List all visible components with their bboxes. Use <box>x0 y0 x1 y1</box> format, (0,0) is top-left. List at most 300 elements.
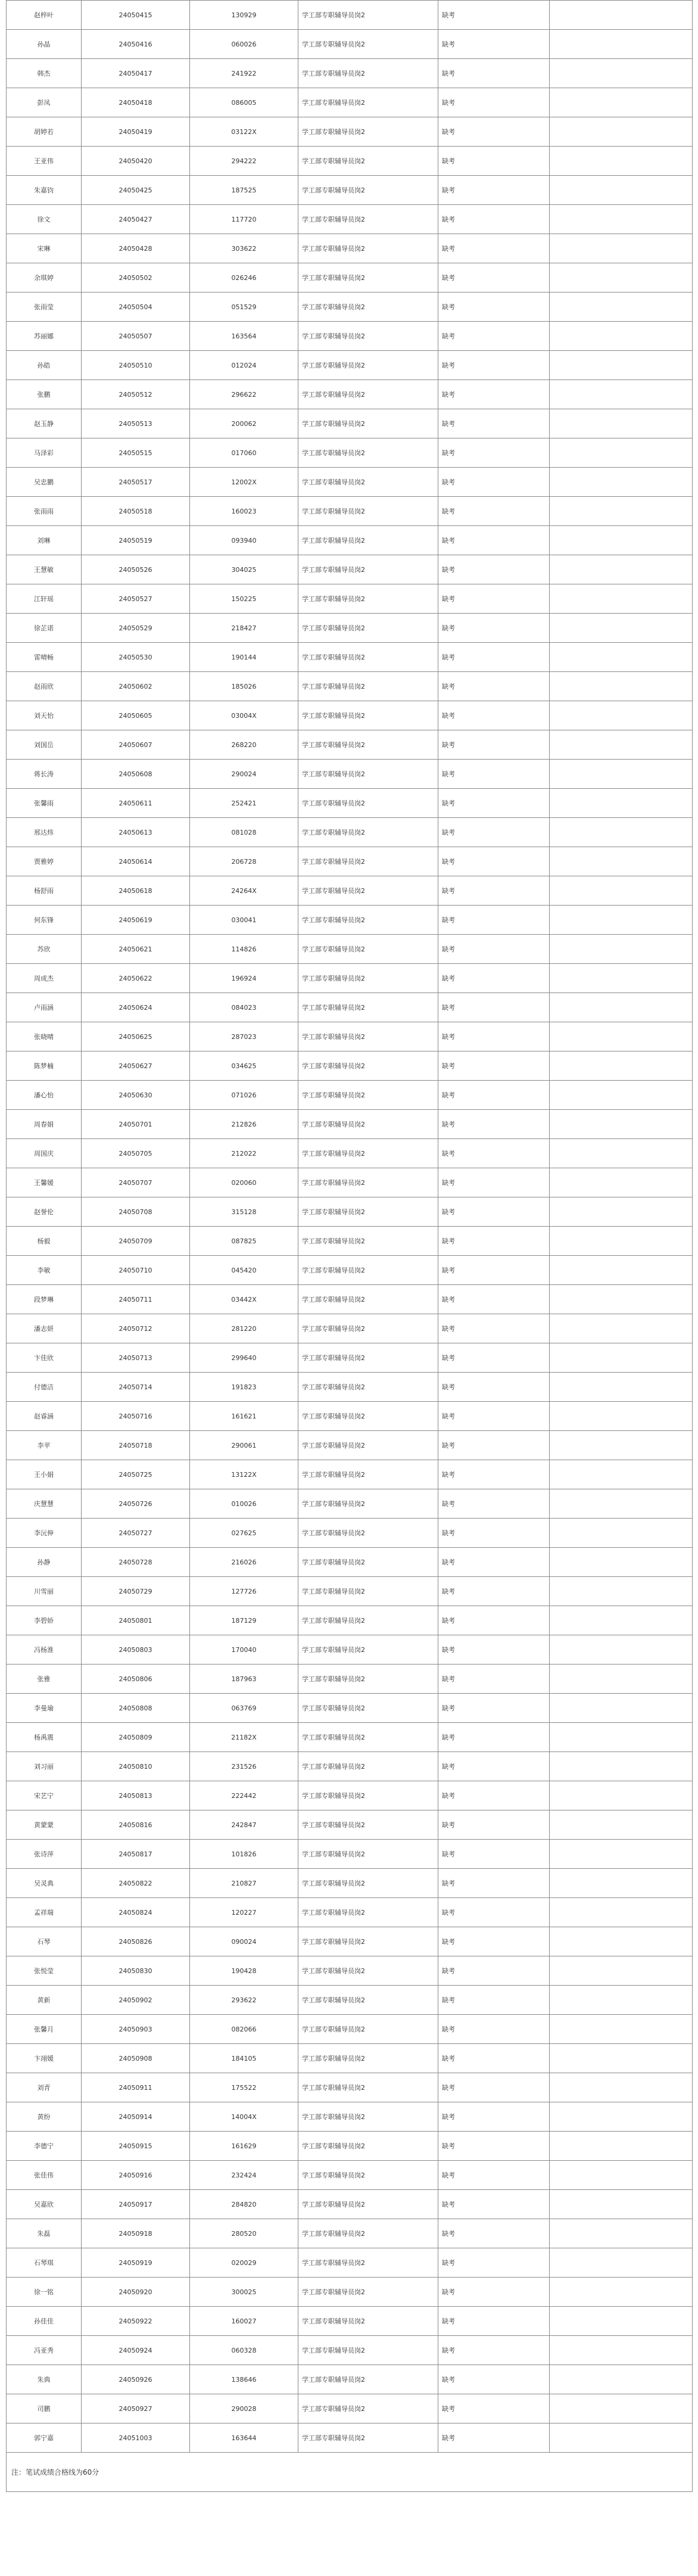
table-row <box>7 351 693 380</box>
exam-status: 缺考 <box>438 1051 550 1081</box>
candidate-name: 卞翊媛 <box>7 2044 82 2073</box>
exam-ticket-number: 24050810 <box>82 1752 190 1781</box>
table-body <box>7 1 693 2453</box>
table-row <box>7 1110 693 1139</box>
table-row <box>7 263 693 293</box>
id-suffix: 212826 <box>190 1110 298 1139</box>
exam-status: 缺考 <box>438 1431 550 1460</box>
candidate-name: 王小娟 <box>7 1460 82 1489</box>
exam-ticket-number: 24050716 <box>82 1402 190 1431</box>
candidate-name: 赵雨欣 <box>7 672 82 701</box>
remarks-cell <box>550 2307 693 2336</box>
remarks-cell <box>550 380 693 409</box>
candidate-name: 司鹏 <box>7 2394 82 2423</box>
applied-position: 学工部专职辅导员岗2 <box>298 1373 438 1402</box>
id-suffix: 020029 <box>190 2248 298 2278</box>
exam-status: 缺考 <box>438 789 550 818</box>
candidate-name: 徐芷诺 <box>7 614 82 643</box>
exam-ticket-number: 24050619 <box>82 906 190 935</box>
remarks-cell <box>550 1 693 30</box>
exam-status: 缺考 <box>438 993 550 1022</box>
table-row <box>7 876 693 906</box>
applied-position: 学工部专职辅导员岗2 <box>298 993 438 1022</box>
remarks-cell <box>550 1343 693 1373</box>
exam-status: 缺考 <box>438 1285 550 1314</box>
exam-status: 缺考 <box>438 2190 550 2219</box>
remarks-cell <box>550 409 693 438</box>
exam-status: 缺考 <box>438 88 550 117</box>
remarks-cell <box>550 2132 693 2161</box>
table-row <box>7 1781 693 1810</box>
remarks-cell <box>550 1840 693 1869</box>
id-suffix: 200062 <box>190 409 298 438</box>
remarks-cell <box>550 1956 693 1986</box>
candidate-name: 雷晴畅 <box>7 643 82 672</box>
id-suffix: 170040 <box>190 1635 298 1665</box>
id-suffix: 210827 <box>190 1869 298 1898</box>
id-suffix: 010026 <box>190 1489 298 1519</box>
id-suffix: 030041 <box>190 906 298 935</box>
table-row <box>7 1694 693 1723</box>
exam-ticket-number: 24050713 <box>82 1343 190 1373</box>
exam-status: 缺考 <box>438 351 550 380</box>
exam-results-table <box>6 0 693 2492</box>
table-row <box>7 2161 693 2190</box>
id-suffix: 252421 <box>190 789 298 818</box>
table-row <box>7 1606 693 1635</box>
id-suffix: 14004X <box>190 2102 298 2132</box>
candidate-name: 王馨媛 <box>7 1168 82 1197</box>
table-row <box>7 906 693 935</box>
applied-position: 学工部专职辅导员岗2 <box>298 88 438 117</box>
applied-position: 学工部专职辅导员岗2 <box>298 2248 438 2278</box>
applied-position: 学工部专职辅导员岗2 <box>298 2015 438 2044</box>
id-suffix: 03442X <box>190 1285 298 1314</box>
remarks-cell <box>550 1110 693 1139</box>
footer-note: 注：笔试成绩合格线为60分 <box>7 2453 693 2492</box>
exam-status: 缺考 <box>438 2278 550 2307</box>
remarks-cell <box>550 584 693 614</box>
exam-status: 缺考 <box>438 2161 550 2190</box>
remarks-cell <box>550 1402 693 1431</box>
remarks-cell <box>550 88 693 117</box>
table-row <box>7 380 693 409</box>
exam-status: 缺考 <box>438 1256 550 1285</box>
exam-status: 缺考 <box>438 1869 550 1898</box>
applied-position: 学工部专职辅导员岗2 <box>298 2161 438 2190</box>
exam-ticket-number: 24050512 <box>82 380 190 409</box>
candidate-name: 孙皓 <box>7 351 82 380</box>
applied-position: 学工部专职辅导员岗2 <box>298 1840 438 1869</box>
id-suffix: 087825 <box>190 1227 298 1256</box>
exam-status: 缺考 <box>438 1314 550 1343</box>
applied-position: 学工部专职辅导员岗2 <box>298 1402 438 1431</box>
exam-status: 缺考 <box>438 1898 550 1927</box>
remarks-cell <box>550 2161 693 2190</box>
candidate-name: 李敏 <box>7 1256 82 1285</box>
id-suffix: 290024 <box>190 760 298 789</box>
candidate-name: 徐文 <box>7 205 82 234</box>
exam-status: 缺考 <box>438 1168 550 1197</box>
exam-status: 缺考 <box>438 2394 550 2423</box>
candidate-name: 张佳伟 <box>7 2161 82 2190</box>
remarks-cell <box>550 526 693 555</box>
applied-position: 学工部专职辅导员岗2 <box>298 497 438 526</box>
remarks-cell <box>550 730 693 760</box>
exam-status: 缺考 <box>438 1489 550 1519</box>
candidate-name: 苏欣 <box>7 935 82 964</box>
applied-position: 学工部专职辅导员岗2 <box>298 380 438 409</box>
table-row <box>7 2336 693 2365</box>
table-row <box>7 1723 693 1752</box>
exam-status: 缺考 <box>438 1110 550 1139</box>
id-suffix: 242847 <box>190 1810 298 1840</box>
exam-ticket-number: 24050416 <box>82 30 190 59</box>
table-row <box>7 1022 693 1051</box>
candidate-name: 刘国岳 <box>7 730 82 760</box>
exam-ticket-number: 24050914 <box>82 2102 190 2132</box>
remarks-cell <box>550 2102 693 2132</box>
table-row <box>7 993 693 1022</box>
applied-position: 学工部专职辅导员岗2 <box>298 1606 438 1635</box>
id-suffix: 231526 <box>190 1752 298 1781</box>
exam-ticket-number: 24050621 <box>82 935 190 964</box>
applied-position: 学工部专职辅导员岗2 <box>298 2365 438 2394</box>
exam-ticket-number: 24050915 <box>82 2132 190 2161</box>
table-row <box>7 234 693 263</box>
candidate-name: 贾雅婷 <box>7 847 82 876</box>
candidate-name: 余琪婷 <box>7 263 82 293</box>
remarks-cell <box>550 1606 693 1635</box>
exam-status: 缺考 <box>438 2044 550 2073</box>
candidate-name: 王亚伟 <box>7 147 82 176</box>
applied-position: 学工部专职辅导员岗2 <box>298 147 438 176</box>
table-row <box>7 1927 693 1956</box>
candidate-name: 赵誉伦 <box>7 1197 82 1227</box>
exam-ticket-number: 24050817 <box>82 1840 190 1869</box>
id-suffix: 175522 <box>190 2073 298 2102</box>
candidate-name: 赵梓叶 <box>7 1 82 30</box>
table-row <box>7 1665 693 1694</box>
candidate-name: 张诗萍 <box>7 1840 82 1869</box>
exam-ticket-number: 24050808 <box>82 1694 190 1723</box>
id-suffix: 284820 <box>190 2190 298 2219</box>
table-row <box>7 1081 693 1110</box>
id-suffix: 290061 <box>190 1431 298 1460</box>
exam-ticket-number: 24050926 <box>82 2365 190 2394</box>
exam-ticket-number: 24050518 <box>82 497 190 526</box>
id-suffix: 196924 <box>190 964 298 993</box>
exam-ticket-number: 24050911 <box>82 2073 190 2102</box>
candidate-name: 彭凤 <box>7 88 82 117</box>
exam-status: 缺考 <box>438 730 550 760</box>
exam-status: 缺考 <box>438 2423 550 2453</box>
candidate-name: 刘青 <box>7 2073 82 2102</box>
remarks-cell <box>550 1197 693 1227</box>
remarks-cell <box>550 672 693 701</box>
table-row <box>7 789 693 818</box>
exam-ticket-number: 24050728 <box>82 1548 190 1577</box>
exam-status: 缺考 <box>438 322 550 351</box>
applied-position: 学工部专职辅导员岗2 <box>298 59 438 88</box>
remarks-cell <box>550 2365 693 2394</box>
id-suffix: 117720 <box>190 205 298 234</box>
exam-status: 缺考 <box>438 760 550 789</box>
candidate-name: 吴嘉欣 <box>7 2190 82 2219</box>
exam-status: 缺考 <box>438 147 550 176</box>
id-suffix: 191823 <box>190 1373 298 1402</box>
exam-ticket-number: 24050830 <box>82 1956 190 1986</box>
exam-status: 缺考 <box>438 1460 550 1489</box>
applied-position: 学工部专职辅导员岗2 <box>298 876 438 906</box>
exam-status: 缺考 <box>438 1139 550 1168</box>
table-row <box>7 2132 693 2161</box>
table-row <box>7 1869 693 1898</box>
candidate-name: 江轩瑶 <box>7 584 82 614</box>
remarks-cell <box>550 1519 693 1548</box>
exam-status: 缺考 <box>438 1810 550 1840</box>
exam-status: 缺考 <box>438 2365 550 2394</box>
exam-ticket-number: 24050420 <box>82 147 190 176</box>
exam-ticket-number: 24050613 <box>82 818 190 847</box>
candidate-name: 冯杨淮 <box>7 1635 82 1665</box>
applied-position: 学工部专职辅导员岗2 <box>298 2102 438 2132</box>
candidate-name: 徐一铭 <box>7 2278 82 2307</box>
candidate-name: 卞佳欣 <box>7 1343 82 1373</box>
exam-status: 缺考 <box>438 2015 550 2044</box>
exam-ticket-number: 24050415 <box>82 1 190 30</box>
applied-position: 学工部专职辅导员岗2 <box>298 1227 438 1256</box>
remarks-cell <box>550 1256 693 1285</box>
exam-ticket-number: 24050425 <box>82 176 190 205</box>
table-row <box>7 1548 693 1577</box>
candidate-name: 胡婷若 <box>7 117 82 147</box>
exam-ticket-number: 24050611 <box>82 789 190 818</box>
id-suffix: 082066 <box>190 2015 298 2044</box>
exam-status: 缺考 <box>438 1781 550 1810</box>
exam-ticket-number: 24050712 <box>82 1314 190 1343</box>
table-row <box>7 1314 693 1343</box>
applied-position: 学工部专职辅导员岗2 <box>298 672 438 701</box>
table-row <box>7 1577 693 1606</box>
footer-row <box>7 2453 693 2492</box>
exam-ticket-number: 24050822 <box>82 1869 190 1898</box>
remarks-cell <box>550 438 693 468</box>
applied-position: 学工部专职辅导员岗2 <box>298 818 438 847</box>
candidate-name: 刘习丽 <box>7 1752 82 1781</box>
id-suffix: 120227 <box>190 1898 298 1927</box>
id-suffix: 212022 <box>190 1139 298 1168</box>
exam-ticket-number: 24050618 <box>82 876 190 906</box>
exam-status: 缺考 <box>438 263 550 293</box>
candidate-name: 邢达炜 <box>7 818 82 847</box>
candidate-name: 潘志妍 <box>7 1314 82 1343</box>
candidate-name: 潘心怡 <box>7 1081 82 1110</box>
id-suffix: 034625 <box>190 1051 298 1081</box>
candidate-name: 赵睿涵 <box>7 1402 82 1431</box>
candidate-name: 张馨雨 <box>7 789 82 818</box>
candidate-name: 马泽彩 <box>7 438 82 468</box>
candidate-name: 苏丽娜 <box>7 322 82 351</box>
table-row <box>7 2102 693 2132</box>
table-row <box>7 1898 693 1927</box>
candidate-name: 黄纷 <box>7 2102 82 2132</box>
table-row <box>7 1810 693 1840</box>
exam-ticket-number: 24050725 <box>82 1460 190 1489</box>
table-row <box>7 322 693 351</box>
id-suffix: 026246 <box>190 263 298 293</box>
exam-status: 缺考 <box>438 1081 550 1110</box>
applied-position: 学工部专职辅导员岗2 <box>298 1460 438 1489</box>
candidate-name: 张晓晴 <box>7 1022 82 1051</box>
table-row <box>7 1460 693 1489</box>
exam-ticket-number: 24050816 <box>82 1810 190 1840</box>
exam-ticket-number: 24051003 <box>82 2423 190 2453</box>
table-row <box>7 1840 693 1869</box>
exam-status: 缺考 <box>438 59 550 88</box>
exam-status: 缺考 <box>438 2336 550 2365</box>
applied-position: 学工部专职辅导员岗2 <box>298 964 438 993</box>
candidate-name: 张悦莹 <box>7 1956 82 1986</box>
exam-status: 缺考 <box>438 409 550 438</box>
id-suffix: 185026 <box>190 672 298 701</box>
exam-status: 缺考 <box>438 30 550 59</box>
applied-position: 学工部专职辅导员岗2 <box>298 760 438 789</box>
exam-status: 缺考 <box>438 1227 550 1256</box>
remarks-cell <box>550 614 693 643</box>
exam-ticket-number: 24050419 <box>82 117 190 147</box>
exam-ticket-number: 24050813 <box>82 1781 190 1810</box>
candidate-name: 张雨雨 <box>7 497 82 526</box>
exam-ticket-number: 24050927 <box>82 2394 190 2423</box>
id-suffix: 206728 <box>190 847 298 876</box>
exam-ticket-number: 24050710 <box>82 1256 190 1285</box>
table-row <box>7 760 693 789</box>
applied-position: 学工部专职辅导员岗2 <box>298 176 438 205</box>
exam-ticket-number: 24050625 <box>82 1022 190 1051</box>
remarks-cell <box>550 1927 693 1956</box>
exam-ticket-number: 24050529 <box>82 614 190 643</box>
remarks-cell <box>550 1635 693 1665</box>
exam-status: 缺考 <box>438 1577 550 1606</box>
candidate-name: 卢雨涵 <box>7 993 82 1022</box>
exam-ticket-number: 24050826 <box>82 1927 190 1956</box>
id-suffix: 187963 <box>190 1665 298 1694</box>
candidate-name: 刘琳 <box>7 526 82 555</box>
table-row <box>7 147 693 176</box>
exam-status: 缺考 <box>438 1752 550 1781</box>
candidate-name: 陈梦楠 <box>7 1051 82 1081</box>
id-suffix: 012024 <box>190 351 298 380</box>
exam-status: 缺考 <box>438 584 550 614</box>
table-row <box>7 818 693 847</box>
table-row <box>7 1635 693 1665</box>
exam-status: 缺考 <box>438 906 550 935</box>
id-suffix: 293622 <box>190 1986 298 2015</box>
id-suffix: 216026 <box>190 1548 298 1577</box>
exam-status: 缺考 <box>438 555 550 584</box>
applied-position: 学工部专职辅导员岗2 <box>298 409 438 438</box>
exam-status: 缺考 <box>438 1723 550 1752</box>
exam-status: 缺考 <box>438 1402 550 1431</box>
exam-ticket-number: 24050630 <box>82 1081 190 1110</box>
exam-ticket-number: 24050527 <box>82 584 190 614</box>
exam-status: 缺考 <box>438 468 550 497</box>
id-suffix: 290028 <box>190 2394 298 2423</box>
remarks-cell <box>550 1548 693 1577</box>
remarks-cell <box>550 1810 693 1840</box>
exam-status: 缺考 <box>438 1606 550 1635</box>
table-row <box>7 2015 693 2044</box>
exam-ticket-number: 24050727 <box>82 1519 190 1548</box>
exam-ticket-number: 24050917 <box>82 2190 190 2219</box>
exam-ticket-number: 24050607 <box>82 730 190 760</box>
table-row <box>7 2248 693 2278</box>
exam-ticket-number: 24050918 <box>82 2219 190 2248</box>
id-suffix: 222442 <box>190 1781 298 1810</box>
exam-ticket-number: 24050517 <box>82 468 190 497</box>
candidate-name: 吴忠鹏 <box>7 468 82 497</box>
id-suffix: 296622 <box>190 380 298 409</box>
applied-position: 学工部专职辅导员岗2 <box>298 293 438 322</box>
table-row <box>7 409 693 438</box>
exam-status: 缺考 <box>438 1022 550 1051</box>
exam-ticket-number: 24050714 <box>82 1373 190 1402</box>
remarks-cell <box>550 2190 693 2219</box>
remarks-cell <box>550 1489 693 1519</box>
remarks-cell <box>550 234 693 263</box>
table-row <box>7 643 693 672</box>
id-suffix: 161629 <box>190 2132 298 2161</box>
exam-ticket-number: 24050530 <box>82 643 190 672</box>
applied-position: 学工部专职辅导员岗2 <box>298 1285 438 1314</box>
remarks-cell <box>550 818 693 847</box>
candidate-name: 黄新 <box>7 1986 82 2015</box>
candidate-name: 孙佳佳 <box>7 2307 82 2336</box>
exam-status: 缺考 <box>438 672 550 701</box>
applied-position: 学工部专职辅导员岗2 <box>298 1898 438 1927</box>
table-row <box>7 614 693 643</box>
exam-status: 缺考 <box>438 2248 550 2278</box>
exam-status: 缺考 <box>438 1343 550 1373</box>
table-row <box>7 2219 693 2248</box>
table-row <box>7 497 693 526</box>
candidate-name: 周国庆 <box>7 1139 82 1168</box>
exam-ticket-number: 24050902 <box>82 1986 190 2015</box>
id-suffix: 218427 <box>190 614 298 643</box>
remarks-cell <box>550 1694 693 1723</box>
applied-position: 学工部专职辅导员岗2 <box>298 1168 438 1197</box>
candidate-name: 王慧敏 <box>7 555 82 584</box>
id-suffix: 241922 <box>190 59 298 88</box>
remarks-cell <box>550 2044 693 2073</box>
exam-ticket-number: 24050608 <box>82 760 190 789</box>
applied-position: 学工部专职辅导员岗2 <box>298 935 438 964</box>
applied-position: 学工部专职辅导员岗2 <box>298 1314 438 1343</box>
remarks-cell <box>550 322 693 351</box>
applied-position: 学工部专职辅导员岗2 <box>298 1519 438 1548</box>
remarks-cell <box>550 497 693 526</box>
id-suffix: 304025 <box>190 555 298 584</box>
remarks-cell <box>550 176 693 205</box>
id-suffix: 281220 <box>190 1314 298 1343</box>
exam-ticket-number: 24050701 <box>82 1110 190 1139</box>
id-suffix: 187129 <box>190 1606 298 1635</box>
remarks-cell <box>550 2278 693 2307</box>
exam-status: 缺考 <box>438 2102 550 2132</box>
remarks-cell <box>550 2423 693 2453</box>
remarks-cell <box>550 205 693 234</box>
